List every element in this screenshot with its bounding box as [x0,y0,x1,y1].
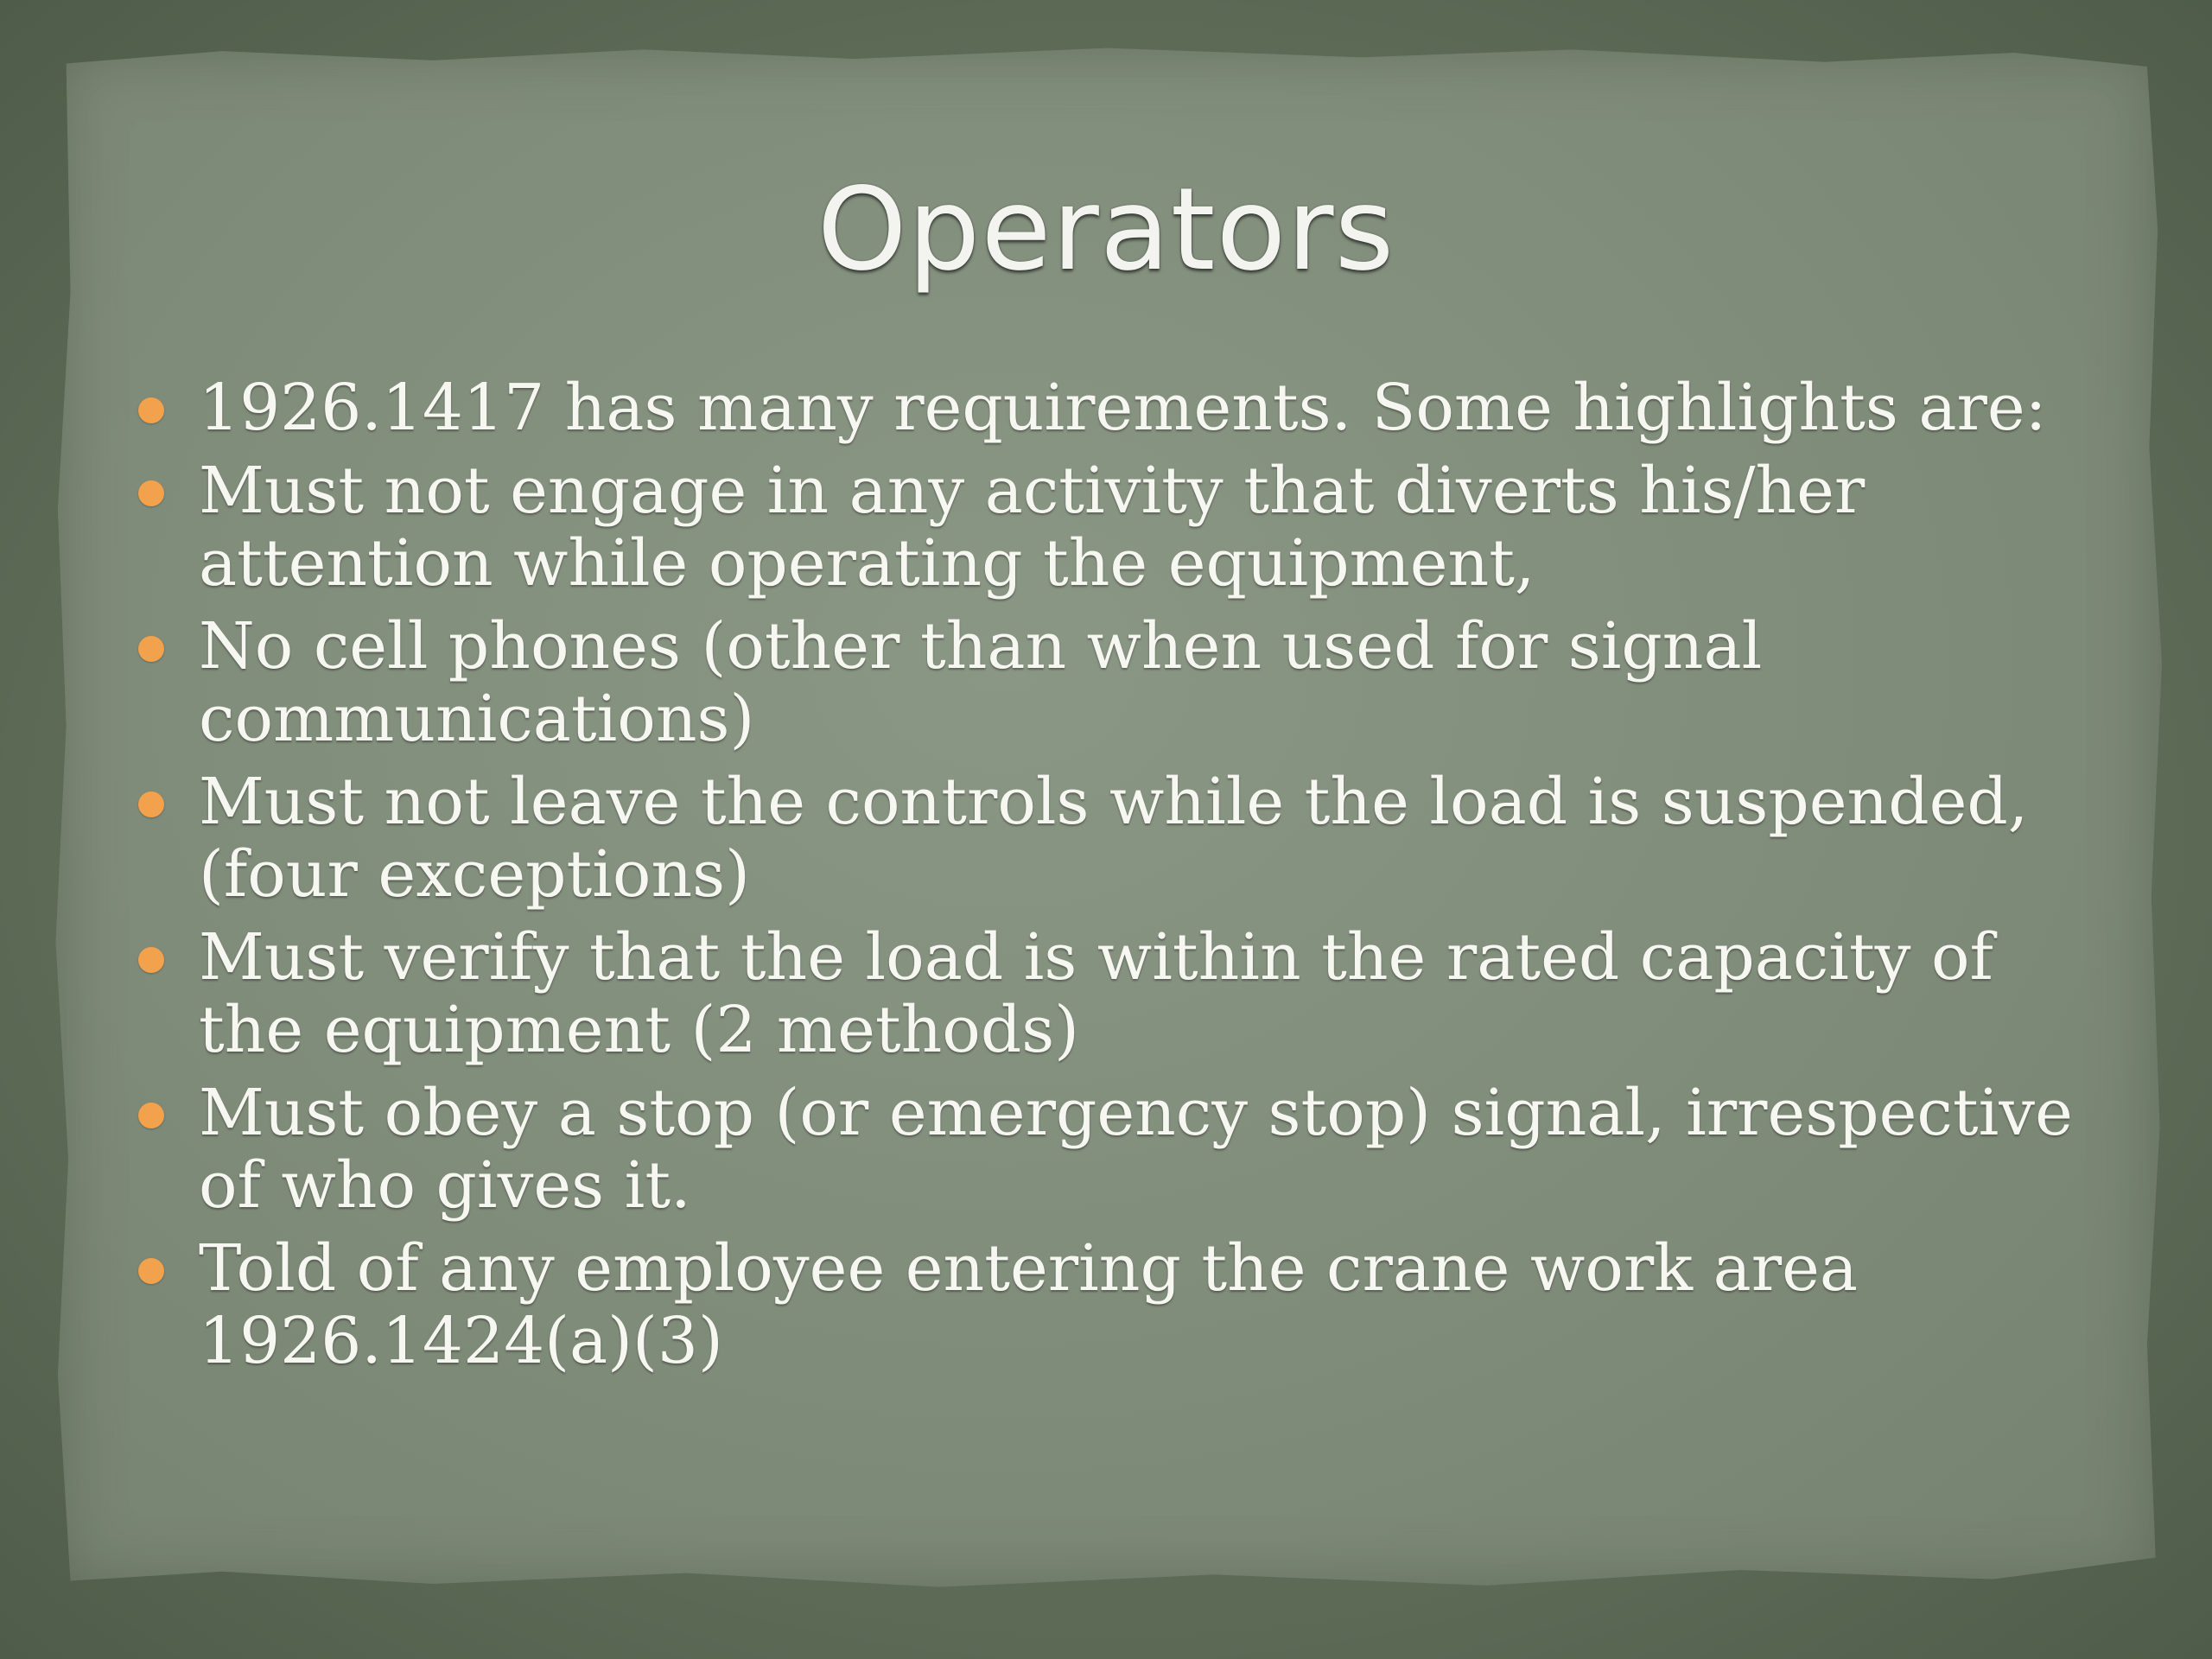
bullet-text: Must verify that the load is within the rated capacity of the equipment (2 methods) [199,920,1993,1067]
bullet-dot-icon [138,480,164,506]
bullet-text: Told of any employee entering the crane work area 1926.1424(a)(3) [199,1231,1858,1378]
bullet-item [138,766,2091,911]
bullet-text: 1926.1417 has many requirements. Some highlights are: [199,371,2047,445]
bullet-dot-icon [138,636,164,662]
bullet-text: No cell phones (other than when used for signal communications) [199,609,1763,756]
bullet-text: Must not leave the controls while the load is suspended, (four exceptions) [199,765,2029,912]
bullet-item [138,372,2091,444]
slide-title: Operators [817,163,1395,296]
bullet-item [138,454,2091,600]
bullet-dot-icon [138,1258,164,1284]
bullet-item [138,610,2091,755]
bullet-item [138,1077,2091,1222]
bullet-dot-icon [138,1103,164,1128]
bullet-list [138,372,2091,1388]
bullet-dot-icon [138,947,164,973]
bullet-item [138,921,2091,1066]
bullet-item [138,1232,2091,1377]
bullet-dot-icon [138,397,164,423]
bullet-dot-icon [138,791,164,817]
bullet-text: Must obey a stop (or emergency stop) signal, irrespective of who gives it. [199,1076,2073,1223]
bullet-text: Must not engage in any activity that diverts his/her attention while operating the equipment, [199,454,1866,601]
